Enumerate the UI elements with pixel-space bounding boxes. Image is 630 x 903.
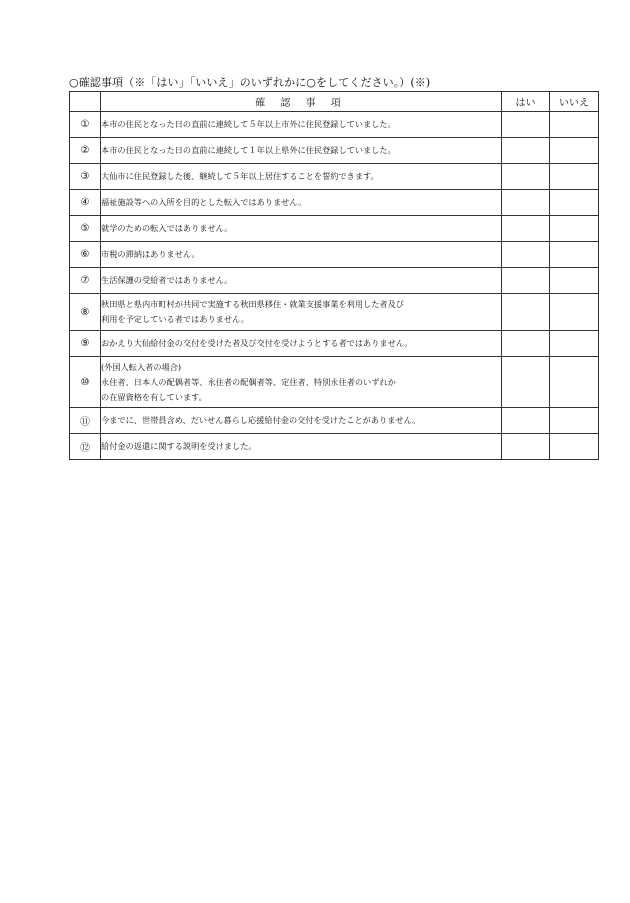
yes-answer-cell[interactable]: [502, 408, 550, 434]
no-answer-cell[interactable]: [550, 434, 599, 460]
no-answer-cell[interactable]: [550, 112, 599, 138]
row-statement: [101, 331, 502, 357]
statement-line: の在留資格を有しています。: [101, 391, 207, 402]
row-statement: [101, 408, 502, 434]
statement-line: 今までに、世帯員含め、だいせん暮らし応援給付金の交付を受けたことがありません。: [101, 415, 421, 425]
row-number: ③: [70, 164, 101, 190]
table-header-row: [70, 92, 599, 112]
yes-answer-cell[interactable]: [502, 242, 550, 268]
yes-answer-cell[interactable]: [502, 331, 550, 357]
table-row: [70, 408, 599, 434]
no-answer-cell[interactable]: [550, 164, 599, 190]
row-number: ⑥: [70, 242, 101, 268]
yes-answer-cell[interactable]: [502, 357, 550, 408]
no-answer-cell[interactable]: [550, 190, 599, 216]
statement-line: 市税の滞納はありません。: [101, 249, 200, 259]
row-statement: [101, 242, 502, 268]
statement-line: 福祉施設等への入所を目的とした転入ではありません。: [101, 197, 307, 207]
no-answer-cell[interactable]: [550, 408, 599, 434]
row-statement: [101, 294, 502, 331]
row-number: ④: [70, 190, 101, 216]
row-number: ⑦: [70, 268, 101, 294]
statement-line: 生活保護の受給者ではありません。: [101, 275, 233, 285]
table-row: [70, 434, 599, 460]
row-number: ②: [70, 138, 101, 164]
yes-answer-cell[interactable]: [502, 268, 550, 294]
table-row: [70, 268, 599, 294]
yes-answer-cell[interactable]: [502, 190, 550, 216]
yes-answer-cell[interactable]: [502, 216, 550, 242]
no-answer-cell[interactable]: [550, 294, 599, 331]
table-row: [70, 138, 599, 164]
header-yes: はい: [502, 92, 550, 112]
no-answer-cell[interactable]: [550, 242, 599, 268]
no-answer-cell[interactable]: [550, 268, 599, 294]
row-number: ⑧: [70, 294, 101, 331]
confirmation-table: [69, 91, 599, 460]
row-number: ⑤: [70, 216, 101, 242]
statement-line: 利用を予定している者ではありません。: [101, 314, 249, 324]
statement-line: 秋田県と県内市町村が共同で実施する秋田県移住・就業支援事業を利用した者及び: [101, 299, 404, 309]
statement-line: 本市の住民となった日の直前に連続して５年以上市外に住民登録していました。: [101, 119, 396, 129]
row-statement: [101, 112, 502, 138]
no-answer-cell[interactable]: [550, 331, 599, 357]
row-number: ⑨: [70, 331, 101, 357]
table-row: [70, 216, 599, 242]
row-statement: [101, 138, 502, 164]
table-row: [70, 190, 599, 216]
row-statement: [101, 216, 502, 242]
no-answer-cell[interactable]: [550, 357, 599, 408]
yes-answer-cell[interactable]: [502, 112, 550, 138]
header-no: いいえ: [550, 92, 599, 112]
statement-line: おかえり大仙給付金の交付を受けた者及び交付を受けようとする者ではありません。: [101, 338, 413, 348]
statement-line: 大仙市に住民登録した後、継続して５年以上居住することを誓約できます。: [101, 171, 379, 181]
table-row: [70, 357, 599, 408]
statement-line: 永住者、日本人の配偶者等、永住者の配偶者等、定住者、特別永住者のいずれか: [101, 376, 396, 387]
yes-answer-cell[interactable]: [502, 434, 550, 460]
yes-answer-cell[interactable]: [502, 164, 550, 190]
table-row: [70, 294, 599, 331]
no-answer-cell[interactable]: [550, 216, 599, 242]
row-number: ⑪: [70, 408, 101, 434]
header-number: [70, 92, 101, 112]
yes-answer-cell[interactable]: [502, 294, 550, 331]
header-confirmation-items: 確 認 事 項: [101, 92, 502, 112]
no-answer-cell[interactable]: [550, 138, 599, 164]
yes-answer-cell[interactable]: [502, 138, 550, 164]
statement-line: (外国人転入者の場合): [101, 361, 182, 372]
statement-line: 就学のための転入ではありません。: [101, 223, 233, 233]
table-row: [70, 112, 599, 138]
row-statement: [101, 357, 502, 408]
statement-line: 給付金の返還に関する説明を受けました。: [101, 441, 257, 451]
row-number: ⑫: [70, 434, 101, 460]
statement-line: 本市の住民となった日の直前に連続して１年以上県外に住民登録していました。: [101, 145, 396, 155]
row-statement: [101, 164, 502, 190]
table-row: [70, 164, 599, 190]
table-row: [70, 242, 599, 268]
instruction-heading: ○確認事項（※「はい」「いいえ」のいずれかに○をしてください。）(※): [69, 76, 431, 89]
row-statement: [101, 190, 502, 216]
table-body: [70, 112, 599, 460]
row-statement: [101, 434, 502, 460]
row-statement: [101, 268, 502, 294]
row-number: ①: [70, 112, 101, 138]
table-row: [70, 331, 599, 357]
row-number: ⑩: [70, 357, 101, 408]
